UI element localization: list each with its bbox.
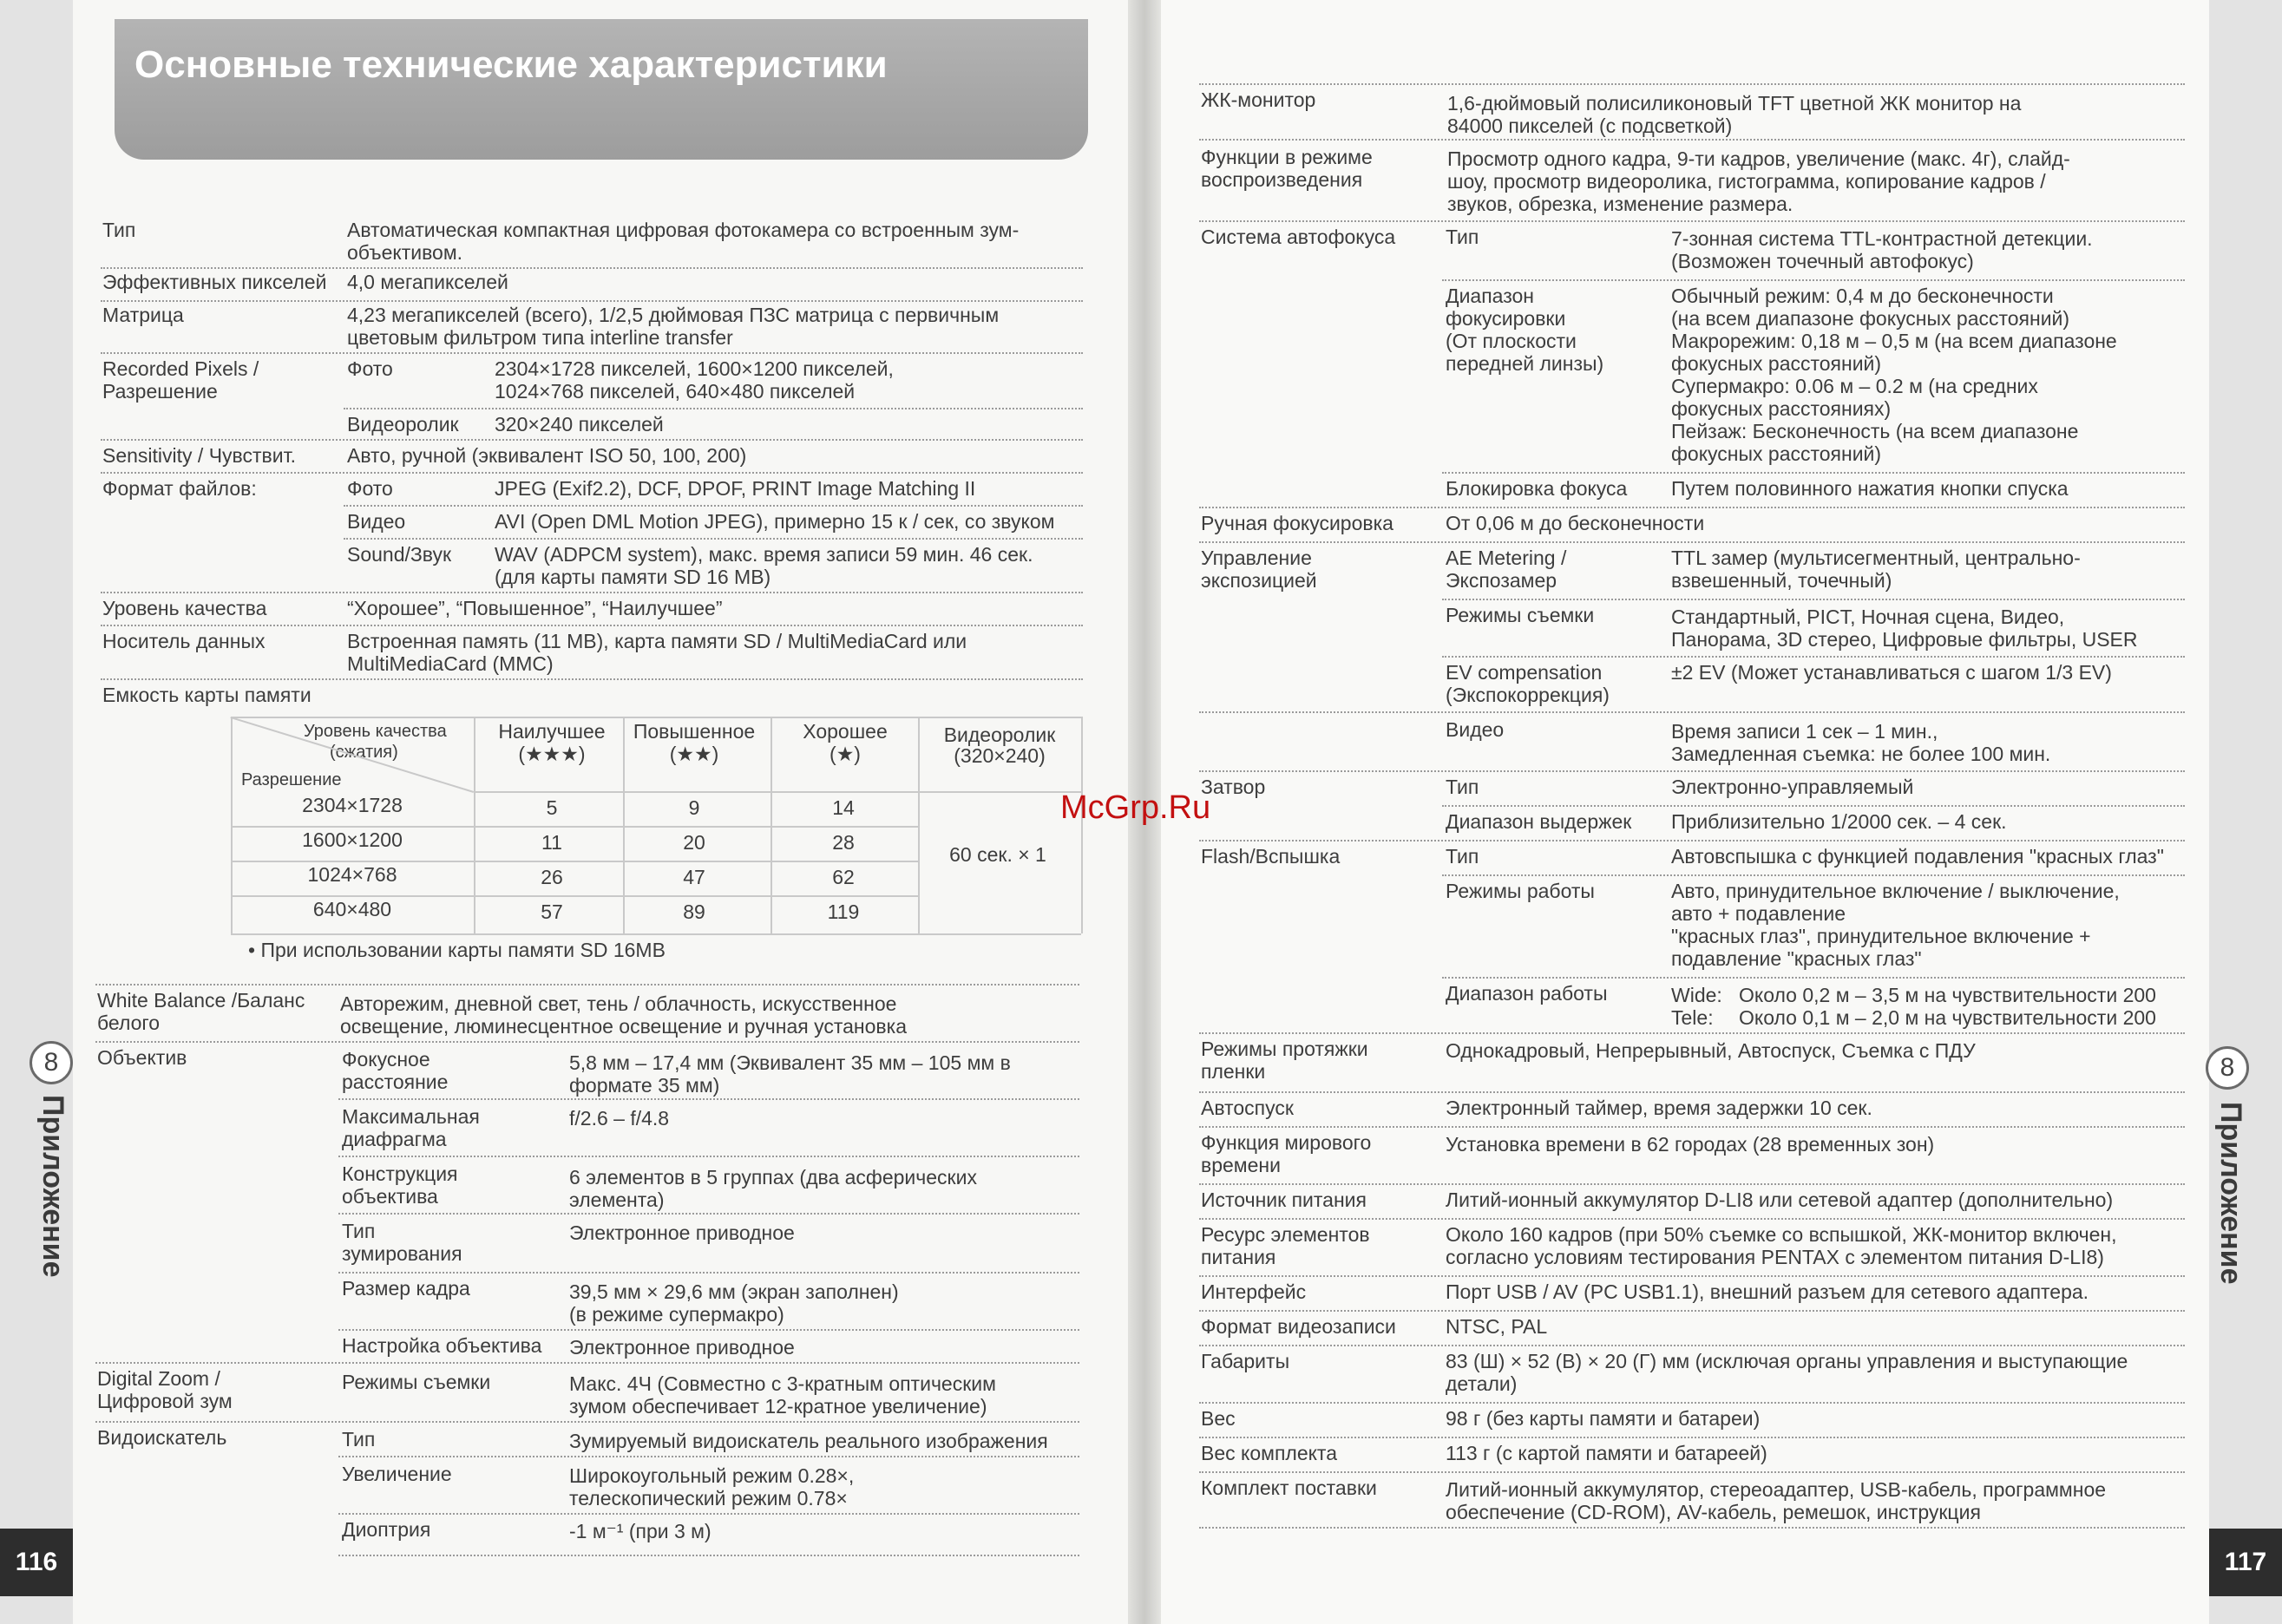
spec-text: времени: [1201, 1154, 1281, 1176]
spec-text: Широкоугольный режим 0.28×,: [569, 1464, 855, 1487]
spec-text: освещение, люминесцентное освещение и ручная установка: [340, 1015, 908, 1038]
spec-text: От 0,06 м до бесконечности: [1446, 512, 1705, 534]
spec-text: EV compensation: [1446, 661, 1603, 684]
spec-text: 113 г (с картой памяти и батареей): [1446, 1442, 1767, 1464]
spec-text: 640×480: [312, 898, 392, 920]
row-divider: [1199, 83, 2185, 86]
spec-text: Электронное приводное: [569, 1336, 795, 1359]
spec-text: (Экспокоррекция): [1446, 684, 1610, 706]
spec-text: Повышенное: [633, 720, 756, 743]
row-divider: [338, 1213, 1079, 1215]
spec-text: “Хорошее”, “Повышенное”, “Наилучшее”: [347, 597, 723, 619]
spec-text: Вес комплекта: [1201, 1442, 1338, 1464]
capacity-table-line: [474, 717, 475, 933]
row-divider: [338, 1098, 1079, 1101]
row-divider: [101, 472, 1083, 475]
spec-text: Тип: [342, 1428, 376, 1450]
row-divider: [1442, 874, 2185, 877]
spec-text: взвешенный, точечный): [1671, 569, 1892, 592]
spec-text: Тип: [342, 1220, 376, 1242]
spec-text: f/2.6 – f/4.8: [569, 1107, 670, 1130]
page-number: 116: [0, 1529, 73, 1596]
spec-text: 39,5 мм × 29,6 мм (экран заполнен): [569, 1280, 899, 1303]
spec-text: объективом.: [347, 241, 463, 264]
page-title: Основные технические характеристики: [134, 43, 888, 86]
row-divider: [101, 267, 1083, 270]
spec-text: детали): [1446, 1372, 1518, 1395]
row-divider: [1442, 279, 2185, 282]
spec-text: Супермакро: 0.06 м – 0.2 м (на средних: [1671, 375, 2038, 397]
spec-text: Фото: [347, 477, 393, 500]
row-divider: [1199, 1032, 2185, 1035]
spec-text: 4,23 мегапикселей (всего), 1/2,5 дюймовая ПЗС матрица с первичным: [347, 304, 1000, 326]
spec-text: Функции в режиме: [1201, 146, 1373, 168]
row-divider: [338, 1272, 1079, 1274]
row-divider: [1442, 805, 2185, 808]
spec-text: Диоптрия: [342, 1518, 431, 1541]
spec-text: TTL замер (мультисегментный, центрально-: [1671, 547, 2081, 569]
spec-text: "красных глаз", принудительное включение +: [1671, 925, 2091, 947]
spec-text: WAV (ADPCM system), макс. время записи 59 мин. 46 сек.: [495, 543, 1033, 566]
spec-text: Литий-ионный аккумулятор D-LI8 или сетевой адаптер (дополнительно): [1446, 1189, 2114, 1211]
spec-text: обеспечение (CD-ROM), AV-кабель, ремешок, инструкция: [1446, 1501, 1981, 1523]
spec-text: Тип: [1446, 776, 1479, 798]
row-divider: [338, 1456, 1079, 1458]
row-divider: [1442, 599, 2185, 601]
spec-text: Вес: [1201, 1407, 1236, 1430]
row-divider: [1199, 1310, 2185, 1313]
spec-text: JPEG (Exif2.2), DCF, DPOF, PRINT Image Matching II: [495, 477, 976, 500]
spec-text: Диапазон работы: [1446, 982, 1608, 1005]
spec-text: цветовым фильтром типа interline transfer: [347, 326, 733, 349]
spec-text: Электронное приводное: [569, 1221, 795, 1244]
spec-text: Тип: [1446, 226, 1479, 248]
spec-text: Около 0,1 м – 2,0 м на чувствительности 200: [1739, 1006, 2156, 1029]
capacity-table-line: [771, 717, 772, 933]
row-divider: [101, 592, 1083, 594]
spec-text: (320×240): [954, 744, 1046, 767]
spec-text: 60 сек. × 1: [949, 843, 1046, 866]
row-divider: [1199, 840, 2185, 842]
page-right: [1144, 0, 2282, 1624]
spec-text: Замедленная съемка: не более 100 мин.: [1671, 743, 2051, 765]
spec-text: Увеличение: [342, 1463, 452, 1485]
spec-text: Tele:: [1671, 1006, 1714, 1029]
page-number: 117: [2209, 1529, 2282, 1596]
spec-text: элемента): [569, 1189, 665, 1211]
spec-text: Комплект поставки: [1201, 1477, 1377, 1499]
capacity-table-line: [918, 717, 920, 933]
spec-text: (От плоскости: [1446, 330, 1577, 352]
spec-text: Около 160 кадров (при 50% съемке со вспышкой, ЖК-монитор включен,: [1446, 1223, 2117, 1246]
spec-text: 5,8 мм – 17,4 мм (Эквивалент 35 мм – 105 мм в: [569, 1051, 1011, 1074]
row-divider: [101, 300, 1083, 303]
spec-text: расстояние: [342, 1071, 449, 1093]
spec-text: Блокировка фокуса: [1446, 477, 1628, 500]
spec-text: формате 35 мм): [569, 1074, 720, 1097]
spec-text: 84000 пикселей (с подсветкой): [1447, 115, 1733, 137]
spec-text: Видеоролик: [347, 413, 459, 435]
spec-text: Макрорежим: 0,18 м – 0,5 м (на всем диапазоне: [1671, 330, 2117, 352]
spec-text: (★): [830, 743, 861, 765]
spec-text: 7-зонная система TTL-контрастной детекции.: [1671, 227, 2093, 250]
row-divider: [101, 625, 1083, 627]
spec-text: Путем половинного нажатия кнопки спуска: [1671, 477, 2069, 500]
spec-text: Настройка объектива: [342, 1334, 542, 1357]
row-divider: [344, 505, 1083, 508]
spec-text: (★★): [669, 743, 719, 765]
spec-text: 9: [688, 796, 700, 819]
left-margin-strip: [0, 0, 73, 1624]
spec-text: Приблизительно 1/2000 сек. – 4 сек.: [1671, 810, 2007, 833]
spec-text: 5: [546, 796, 558, 819]
spec-text: Экспозамер: [1446, 569, 1557, 592]
spec-text: Емкость карты памяти: [102, 684, 311, 706]
spec-text: Диапазон: [1446, 285, 1534, 307]
spec-text: 4,0 мегапикселей: [347, 271, 508, 293]
spec-text: диафрагма: [342, 1128, 447, 1150]
spec-text: 26: [541, 866, 563, 888]
spec-text: AE Metering /: [1446, 547, 1567, 569]
spec-text: ±2 EV (Может устанавливаться с шагом 1/3 EV): [1671, 661, 2112, 684]
spec-text: -1 м⁻¹ (при 3 м): [569, 1520, 711, 1542]
row-divider: [1199, 220, 2185, 223]
capacity-table-line: [231, 861, 918, 862]
row-divider: [1442, 656, 2185, 658]
spec-text: Recorded Pixels /: [102, 357, 259, 380]
spec-text: Интерфейс: [1201, 1280, 1307, 1303]
spec-text: Flash/Вспышка: [1201, 845, 1341, 868]
spec-text: Диапазон выдержек: [1446, 810, 1632, 833]
spec-text: Автовспышка с функцией подавления "красных глаз": [1671, 845, 2164, 868]
row-divider: [1199, 1091, 2185, 1094]
spec-text: 14: [832, 796, 855, 819]
spec-text: 1024×768: [307, 863, 397, 886]
spec-text: 98 г (без карты памяти и батареи): [1446, 1407, 1761, 1430]
spec-text: звуков, обрезка, изменение размера.: [1447, 193, 1793, 215]
spec-text: авто + подавление: [1671, 902, 1846, 925]
spec-text: Встроенная память (11 MB), карта памяти SD / MultiMediaCard или: [347, 630, 967, 652]
capacity-table-line: [231, 826, 918, 828]
spec-text: Электронно-управляемый: [1671, 776, 1914, 798]
spec-text: Режимы съемки: [342, 1371, 491, 1393]
row-divider: [1199, 1345, 2185, 1347]
spec-text: 11: [541, 831, 562, 854]
capacity-table-line: [623, 717, 625, 933]
spec-text: Конструкция: [342, 1162, 458, 1185]
spec-text: шоу, просмотр видеоролика, гистограмма, копирование кадров /: [1447, 170, 2046, 193]
spec-text: фокусных расстояний): [1671, 352, 1882, 375]
spec-text: Видоискатель: [97, 1426, 227, 1449]
spec-text: Фокусное: [342, 1048, 430, 1071]
spec-text: пленки: [1201, 1060, 1266, 1083]
spec-text: Габариты: [1201, 1350, 1290, 1372]
spec-text: 1600×1200: [302, 828, 403, 851]
capacity-table-line: [231, 717, 233, 933]
spec-text: Wide:: [1671, 984, 1722, 1006]
spec-text: Уровень качества: [102, 597, 267, 619]
spec-text: White Balance /Баланс: [97, 989, 305, 1012]
spec-text: 1,6-дюймовый полисиликоновый TFT цветной ЖК монитор на: [1447, 92, 2022, 115]
spec-text: питания: [1201, 1246, 1276, 1268]
row-divider: [1199, 541, 2185, 544]
row-divider: [101, 678, 1083, 681]
row-divider: [344, 538, 1083, 540]
spec-text: Эффективных пикселей: [102, 271, 327, 293]
spec-text: 89: [683, 900, 705, 923]
spec-text: фокусных расстояниях): [1671, 397, 1892, 420]
spec-text: Порт USB / AV (PC USB1.1), внешний разъем для сетевого адаптера.: [1446, 1280, 2089, 1303]
watermark: McGrp.Ru: [1060, 789, 1211, 826]
spec-text: Просмотр одного кадра, 9-ти кадров, увеличение (макс. 4г), слайд-: [1447, 147, 2070, 170]
capacity-table-line: [231, 895, 918, 897]
spec-text: Панорама, 3D стерео, Цифровые фильтры, USER: [1671, 628, 2138, 651]
spec-text: зумом обеспечивает 12-кратное увеличение): [569, 1395, 987, 1418]
spec-text: экспозицией: [1201, 569, 1317, 592]
spec-text: 2304×1728: [302, 794, 403, 816]
spec-text: (для карты памяти SD 16 MB): [495, 566, 771, 588]
row-divider: [1199, 1437, 2185, 1439]
chapter-number-badge: 8: [30, 1041, 73, 1084]
spec-text: Фото: [347, 357, 393, 380]
row-divider: [95, 1041, 1079, 1044]
spec-text: Зумируемый видоискатель реального изображения: [569, 1430, 1048, 1452]
row-divider: [101, 352, 1083, 355]
row-divider: [338, 1329, 1079, 1332]
title-bar: [115, 19, 1088, 160]
row-divider: [338, 1156, 1079, 1158]
spec-text: Режимы работы: [1446, 880, 1595, 902]
spec-text: белого: [97, 1012, 161, 1034]
row-divider: [1442, 977, 2185, 979]
chapter-label: Приложение: [2214, 1102, 2247, 1285]
spec-text: передней линзы): [1446, 352, 1604, 375]
spec-text: Максимальная: [342, 1105, 480, 1128]
row-divider: [1199, 770, 2185, 773]
spec-text: Носитель данных: [102, 630, 266, 652]
spec-text: Ручная фокусировка: [1201, 512, 1393, 534]
right-margin-strip: [2209, 0, 2282, 1624]
spec-text: (Возможен точечный автофокус): [1671, 250, 1974, 272]
row-divider: [1199, 1275, 2185, 1278]
row-divider: [338, 1555, 1079, 1557]
spec-text: Управление: [1201, 547, 1312, 569]
spec-text: Установка времени в 62 городах (28 временных зон): [1446, 1133, 1935, 1156]
row-divider: [344, 408, 1083, 410]
row-divider: [101, 439, 1083, 442]
spec-text: Литий-ионный аккумулятор, стереоадаптер, USB-кабель, программное: [1446, 1478, 2107, 1501]
spec-text: Матрица: [102, 304, 184, 326]
spec-text: Sensitivity / Чувствит.: [102, 444, 296, 467]
spec-text: 47: [683, 866, 705, 888]
spec-text: Наилучшее: [498, 720, 606, 743]
spec-text: 57: [541, 900, 563, 923]
capacity-table-line: [231, 933, 1081, 935]
spec-text: согласно условиям тестирования PENTAX с элементом питания D-LI8): [1446, 1246, 2104, 1268]
spec-text: Затвор: [1201, 776, 1266, 798]
capacity-table-line: [474, 791, 1081, 793]
spec-text: Тип: [1446, 845, 1479, 868]
spec-text: Авто, ручной (эквивалент ISO 50, 100, 200): [347, 444, 747, 467]
spec-text: (на всем диапазоне фокусных расстояний): [1671, 307, 2070, 330]
spec-text: фокусных расстояний): [1671, 442, 1882, 465]
spec-text: воспроизведения: [1201, 168, 1363, 191]
spec-text: Однокадровый, Непрерывный, Автоспуск, Съемка с ПДУ: [1446, 1039, 1976, 1062]
spec-text: Ресурс элементов: [1201, 1223, 1370, 1246]
spec-text: Автоматическая компактная цифровая фотокамера со встроенным зум-: [347, 219, 1020, 241]
row-divider: [1199, 139, 2185, 141]
spec-text: подавление "красных глаз": [1671, 947, 1922, 970]
spec-text: Режимы съемки: [1446, 604, 1595, 626]
spec-text: Sound/Звук: [347, 543, 452, 566]
spec-text: Видеоролик: [943, 724, 1056, 746]
spec-text: (сжатия): [330, 743, 398, 762]
spec-text: Обычный режим: 0,4 м до бесконечности: [1671, 285, 2054, 307]
spec-text: 119: [827, 900, 860, 923]
spec-text: Размер кадра: [342, 1277, 470, 1300]
spec-text: Система автофокуса: [1201, 226, 1396, 248]
row-divider: [1199, 1527, 2185, 1529]
spec-text: 2304×1728 пикселей, 1600×1200 пикселей,: [495, 357, 894, 380]
spec-text: (★★★): [518, 743, 586, 765]
spec-text: Хорошее: [803, 720, 888, 743]
spec-text: Время записи 1 сек – 1 мин.,: [1671, 720, 1938, 743]
spec-text: Стандартный, PICT, Ночная сцена, Видео,: [1671, 606, 2065, 628]
row-divider: [1199, 1126, 2185, 1129]
row-divider: [1442, 472, 2185, 475]
spec-text: 320×240 пикселей: [495, 413, 664, 435]
capacity-table-line: [231, 717, 1081, 718]
spec-text: Автоспуск: [1201, 1097, 1294, 1119]
spec-text: объектива: [342, 1185, 438, 1208]
spec-text: 62: [832, 866, 855, 888]
row-divider: [95, 1362, 1079, 1365]
spec-text: 83 (Ш) × 52 (В) × 20 (Г) мм (исключая органы управления и выступающие: [1446, 1350, 2128, 1372]
row-divider: [1199, 507, 2185, 509]
row-divider: [1199, 1218, 2185, 1221]
spec-text: Видео: [347, 510, 406, 533]
spec-text: фокусировки: [1446, 307, 1566, 330]
spec-text: (в режиме супермакро): [569, 1303, 784, 1326]
spec-text: Digital Zoom /: [97, 1367, 220, 1390]
spec-text: Авторежим, дневной свет, тень / облачность, искусственное: [340, 992, 897, 1015]
spec-text: Объектив: [97, 1046, 187, 1069]
chapter-label: Приложение: [36, 1095, 69, 1278]
spec-text: Функция мирового: [1201, 1131, 1372, 1154]
spec-text: 28: [832, 831, 855, 854]
spec-text: Цифровой зум: [97, 1390, 233, 1412]
spec-text: 6 элементов в 5 группах (два асферических: [569, 1166, 977, 1189]
spec-text: Разрешение: [102, 380, 218, 403]
spec-text: NTSC, PAL: [1446, 1315, 1548, 1338]
row-divider: [1199, 1183, 2185, 1186]
spec-text: Уровень качества: [304, 722, 447, 741]
spec-text: зумирования: [342, 1242, 462, 1265]
spec-text: телескопический режим 0.78×: [569, 1487, 848, 1509]
spec-text: Около 0,2 м – 3,5 м на чувствительности 200: [1739, 984, 2156, 1006]
spec-text: ЖК-монитор: [1201, 88, 1316, 111]
spec-text: Разрешение: [241, 770, 342, 789]
spec-text: Макс. 4Ч (Совместно с 3-кратным оптическим: [569, 1372, 996, 1395]
spec-text: Формат видеозаписи: [1201, 1315, 1396, 1338]
spec-text: 20: [683, 831, 705, 854]
row-divider: [1199, 1402, 2185, 1405]
chapter-number-badge: 8: [2206, 1046, 2249, 1090]
spec-text: Электронный таймер, время задержки 10 сек.: [1446, 1097, 1872, 1119]
spec-text: Авто, принудительное включение / выключение,: [1671, 880, 2120, 902]
spec-text: Тип: [102, 219, 136, 241]
spec-text: Пейзаж: Бесконечность (на всем диапазоне: [1671, 420, 2079, 442]
spec-text: • При использовании карты памяти SD 16MB: [248, 939, 666, 961]
row-divider: [1199, 711, 2185, 714]
spec-text: Источник питания: [1201, 1189, 1367, 1211]
row-divider: [95, 984, 1079, 986]
spec-text: Видео: [1446, 718, 1505, 741]
spec-text: Формат файлов:: [102, 477, 257, 500]
spec-text: AVI (Open DML Motion JPEG), примерно 15 к / сек, со звуком: [495, 510, 1055, 533]
row-divider: [1199, 1471, 2185, 1474]
row-divider: [338, 1513, 1079, 1516]
spec-text: Режимы протяжки: [1201, 1038, 1368, 1060]
spec-text: MultiMediaCard (MMC): [347, 652, 554, 675]
row-divider: [95, 1421, 1079, 1424]
spec-text: 1024×768 пикселей, 640×480 пикселей: [495, 380, 856, 403]
